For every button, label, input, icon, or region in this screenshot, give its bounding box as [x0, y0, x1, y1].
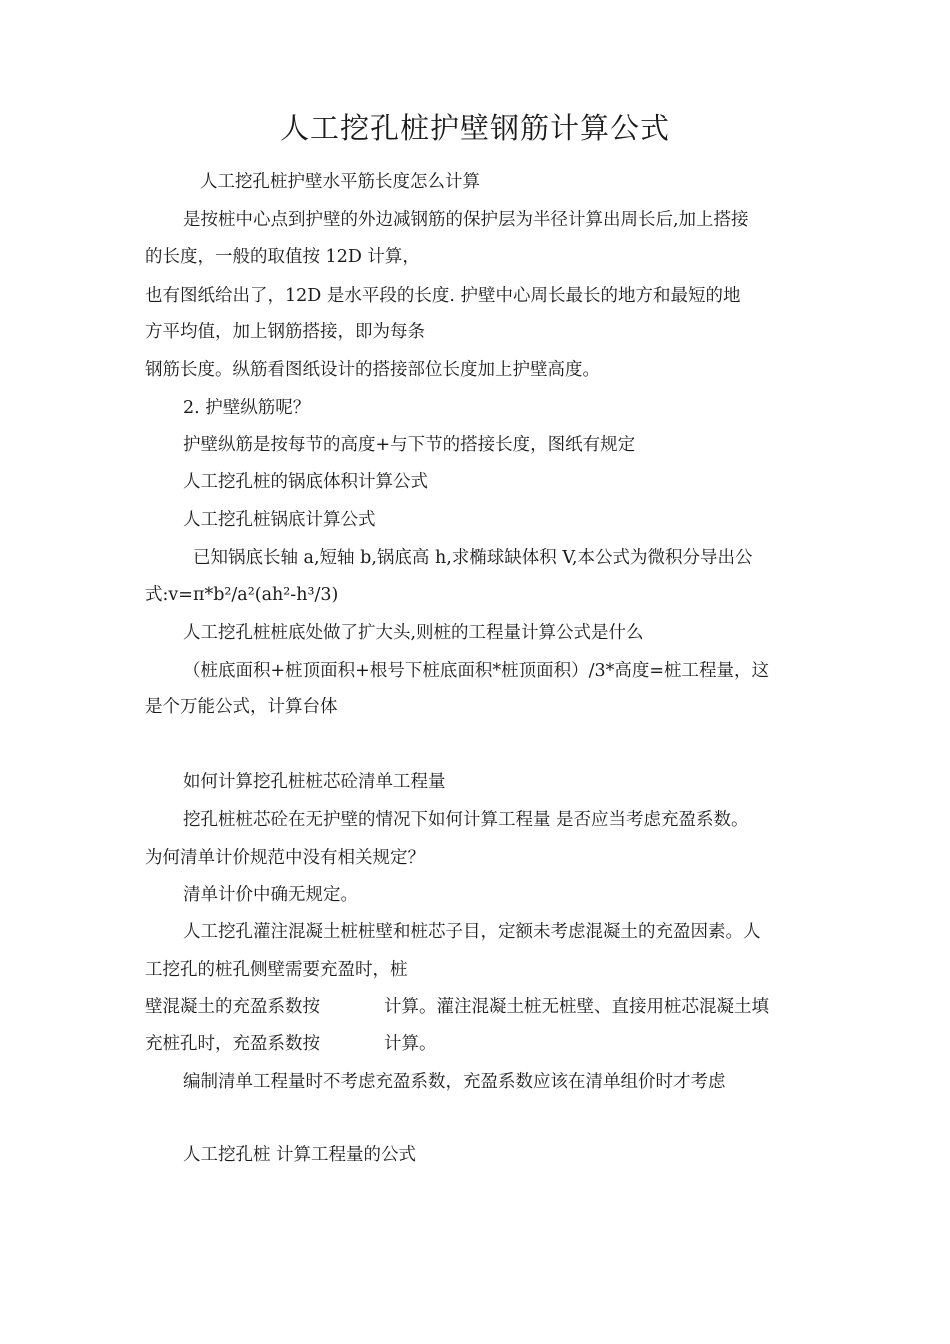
text-line: 如何计算挖孔桩桩芯砼清单工程量 [183, 772, 446, 792]
text-line: 已知锅底长轴 a,短轴 b,锅底高 h,求椭球缺体积 V,本公式为微积分导出公 [193, 548, 753, 568]
text-line: 壁混凝土的充盈系数按 [145, 997, 320, 1017]
text-line: 挖孔桩桩芯砼在无护壁的情况下如何计算工程量 是否应当考虑充盈系数。 [183, 810, 749, 830]
text-line: 也有图纸给出了，12D 是水平段的长度. 护壁中心周长最长的地方和最短的地 [145, 286, 741, 306]
text-line: 人工挖孔桩 计算工程量的公式 [183, 1145, 417, 1165]
text-line: 编制清单工程量时不考虑充盈系数，充盈系数应该在清单组价时才考虑 [183, 1072, 726, 1092]
text-line: 是个万能公式，计算台体 [145, 697, 338, 717]
text-line: 人工挖孔桩护壁水平筋长度怎么计算 [200, 172, 480, 192]
text-line: 计算。灌注混凝土桩无桩壁、直接用桩芯混凝土填 [384, 997, 769, 1017]
text-line: 钢筋长度。纵筋看图纸设计的搭接部位长度加上护壁高度。 [145, 360, 600, 380]
text-line: 充桩孔时，充盈系数按 [145, 1034, 320, 1054]
text-line: 计算。 [384, 1034, 437, 1054]
text-line: 为何清单计价规范中没有相关规定？ [145, 848, 425, 868]
text-line: 的长度，一般的取值按 12D 计算， [145, 247, 420, 267]
text-line: （桩底面积+桩顶面积+根号下桩底面积*桩顶面积）/3*高度=桩工程量，这 [183, 661, 770, 681]
text-line: 是按桩中心点到护壁的外边减钢筋的保护层为半径计算出周长后,加上搭接 [183, 210, 749, 230]
text-line: 清单计价中确无规定。 [183, 885, 358, 905]
text-line: 式:v=π*b²/a²(ah²-h³/3) [145, 585, 339, 605]
document-title: 人工挖孔桩护壁钢筋计算公式 [279, 111, 670, 145]
text-line: 护壁纵筋是按每节的高度+与下节的搭接长度，图纸有规定 [183, 435, 636, 455]
text-line: 人工挖孔桩桩底处做了扩大头,则桩的工程量计算公式是什么 [183, 623, 644, 643]
text-line: 2. 护壁纵筋呢？ [183, 398, 311, 418]
text-line: 工挖孔的桩孔侧壁需要充盈时，桩 [145, 960, 408, 980]
text-line: 人工挖孔灌注混凝土桩桩壁和桩芯子目，定额未考虑混凝土的充盈因素。人 [183, 922, 761, 942]
text-line: 方平均值，加上钢筋搭接，即为每条 [145, 322, 425, 342]
text-line: 人工挖孔桩的锅底体积计算公式 [183, 472, 428, 492]
text-line: 人工挖孔桩锅底计算公式 [183, 510, 376, 530]
